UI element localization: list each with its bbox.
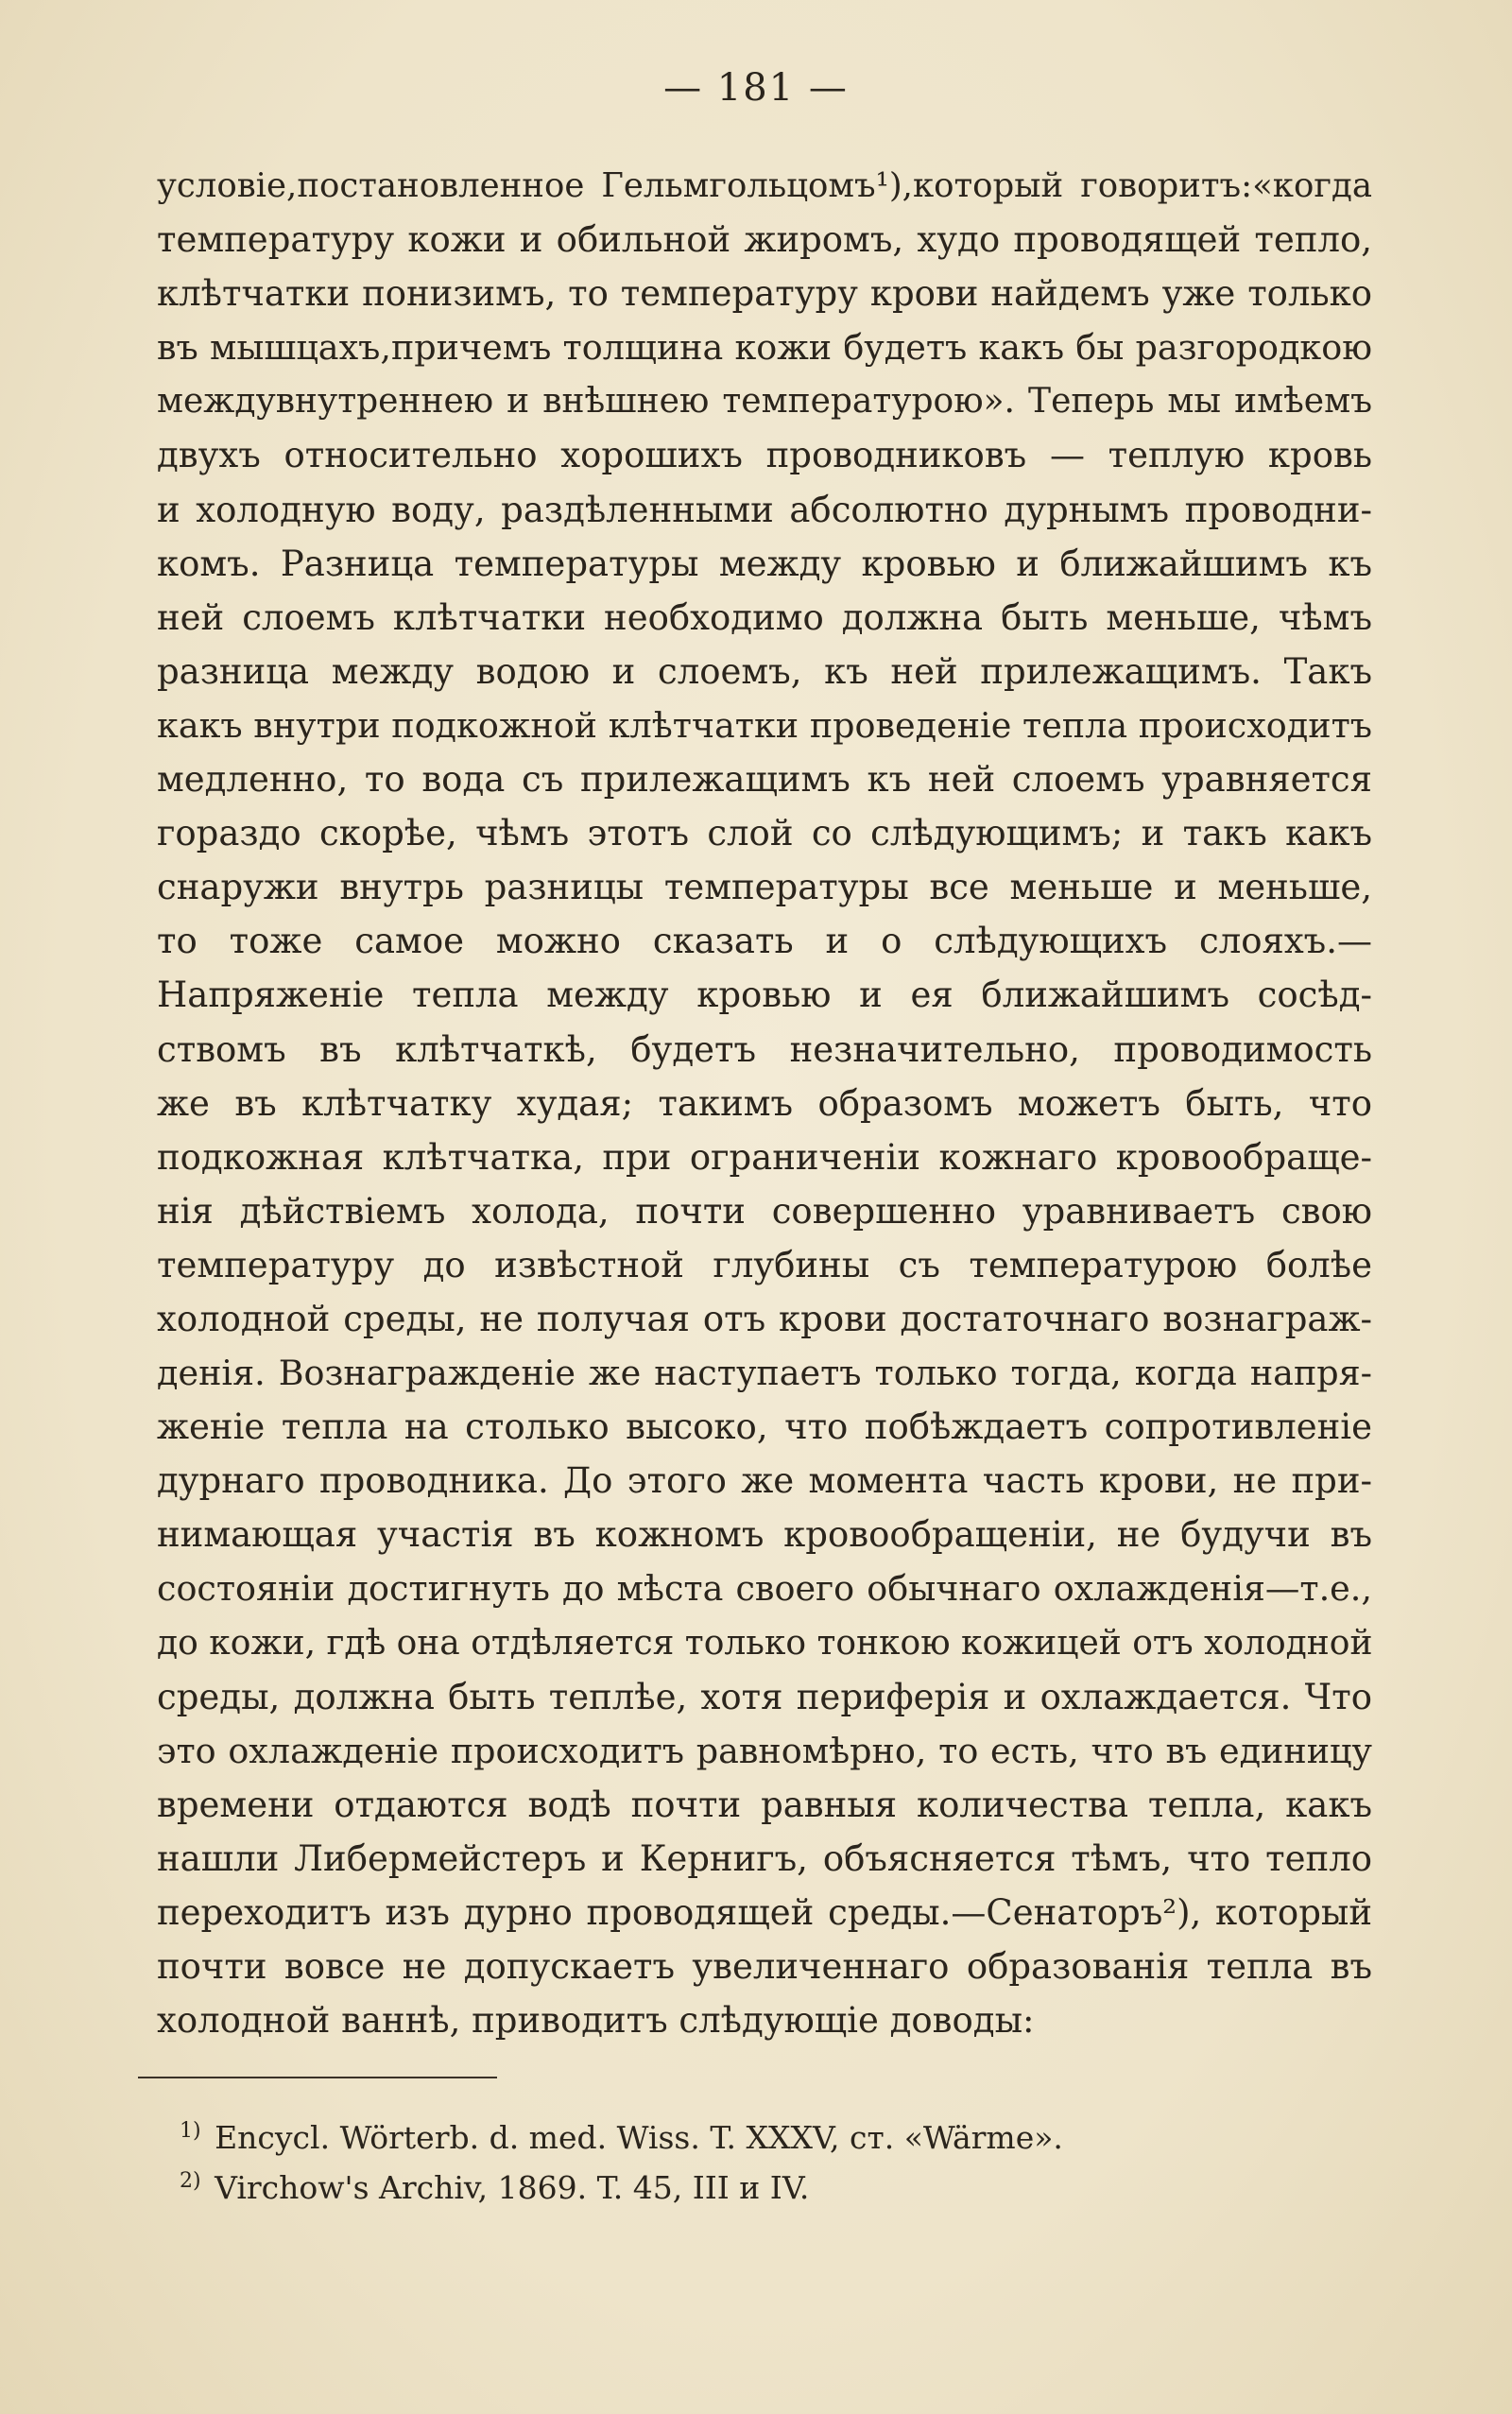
text-line: междувнутреннею и внѣшнею температурою». Теперь мы имѣемъ <box>157 382 1372 422</box>
footnote-mark: 1) <box>180 2119 201 2143</box>
text-line: условіе,постановленное Гельмгольцомъ¹),который говоритъ:«когда <box>157 166 1372 205</box>
text-line: холодной ваннѣ, приводитъ слѣдующіе доводы: <box>157 2000 1035 2042</box>
text-line: подкожная клѣтчатка, при ограниченіи кожнаго кровообраще- <box>157 1136 1372 1178</box>
text-line: женіе тепла на столько высоко, что побѣждаетъ сопротивленіе <box>157 1406 1372 1448</box>
text-line: это охлажденіе происходитъ равномѣрно, то есть, что въ единицу <box>157 1730 1372 1771</box>
footnote-text: Virchow's Archiv, 1869. T. 45, III и IV. <box>215 2169 810 2206</box>
text-line: денія. Вознагражденіе же наступаетъ только тогда, когда напря- <box>157 1353 1372 1394</box>
text-line: среды, должна быть теплѣе, хотя периферія и охлаждается. Что <box>157 1676 1372 1717</box>
text-line: холодной среды, не получая отъ крови достаточнаго вознаграж- <box>157 1298 1372 1339</box>
text-line: ствомъ въ клѣтчаткѣ, будетъ незначительно, проводимость <box>157 1028 1372 1070</box>
text-line: въ мышцахъ,причемъ толщина кожи будетъ какъ бы разгородкою <box>157 327 1372 369</box>
text-line: нія дѣйствіемъ холода, почти совершенно уравниваетъ свою <box>157 1190 1372 1232</box>
footnote-2 <box>180 2160 1219 2210</box>
text-line: то тоже самое можно сказать и о слѣдующихъ слояхъ.— <box>157 921 1372 962</box>
text-line: разница между водою и слоемъ, къ ней прилежащимъ. Такъ <box>157 650 1372 692</box>
footnote-divider <box>138 2077 497 2078</box>
text-line: дурнаго проводника. До этого же момента часть крови, не при- <box>157 1460 1372 1502</box>
text-line: почти вовсе не допускаетъ увеличеннаго образованія тепла въ <box>157 1946 1372 1988</box>
text-line: двухъ относительно хорошихъ проводниковъ — теплую кровь <box>157 435 1372 476</box>
text-line: какъ внутри подкожной клѣтчатки проведеніе тепла происходитъ <box>157 704 1372 746</box>
text-line: до кожи, гдѣ она отдѣляется только тонкою кожицей отъ холодной <box>157 1623 1372 1663</box>
text-line: гораздо скорѣе, чѣмъ этотъ слой со слѣдующимъ; и такъ какъ <box>157 813 1372 854</box>
footnote-1 <box>180 2110 1219 2160</box>
text-line: клѣтчатки понизимъ, то температуру крови найдемъ уже только <box>157 273 1372 315</box>
text-line: температуру кожи и обильной жиромъ, худо проводящей тепло, <box>157 219 1372 261</box>
text-line: снаружи внутрь разницы температуры все меньше и меньше, <box>157 867 1372 908</box>
body-paragraph <box>157 159 1372 2047</box>
text-line: состояніи достигнуть до мѣста своего обычнаго охлажденія—т.е., <box>157 1568 1372 1610</box>
footnotes <box>180 2110 1219 2210</box>
text-line: же въ клѣтчатку худая; такимъ образомъ можетъ быть, что <box>157 1082 1372 1124</box>
footnote-text: Encycl. Wörterb. d. med. Wiss. T. XXXV, ст. «Wärme». <box>215 2119 1063 2156</box>
text-line: медленно, то вода съ прилежащимъ къ ней слоемъ уравняется <box>157 759 1372 801</box>
text-line: нимающая участія въ кожномъ кровообращеніи, не будучи въ <box>157 1514 1372 1556</box>
text-line: и холодную воду, раздѣленными абсолютно дурнымъ проводни- <box>157 489 1372 530</box>
text-line: ней слоемъ клѣтчатки необходимо должна быть меньше, чѣмъ <box>157 596 1372 638</box>
page-number: — 181 — <box>663 66 849 110</box>
text-line: температуру до извѣстной глубины съ температурою болѣе <box>157 1244 1372 1285</box>
text-line: Напряженіе тепла между кровью и ея ближайшимъ сосѣд- <box>157 974 1372 1016</box>
text-line: переходитъ изъ дурно проводящей среды.—Сенаторъ²), который <box>157 1892 1372 1933</box>
text-line: времени отдаются водѣ почти равныя количества тепла, какъ <box>157 1784 1372 1825</box>
text-line: комъ. Разница температуры между кровью и ближайшимъ къ <box>157 543 1372 584</box>
footnote-mark: 2) <box>180 2169 201 2193</box>
text-line: нашли Либермейстеръ и Кернигъ, объясняется тѣмъ, что тепло <box>157 1837 1372 1879</box>
